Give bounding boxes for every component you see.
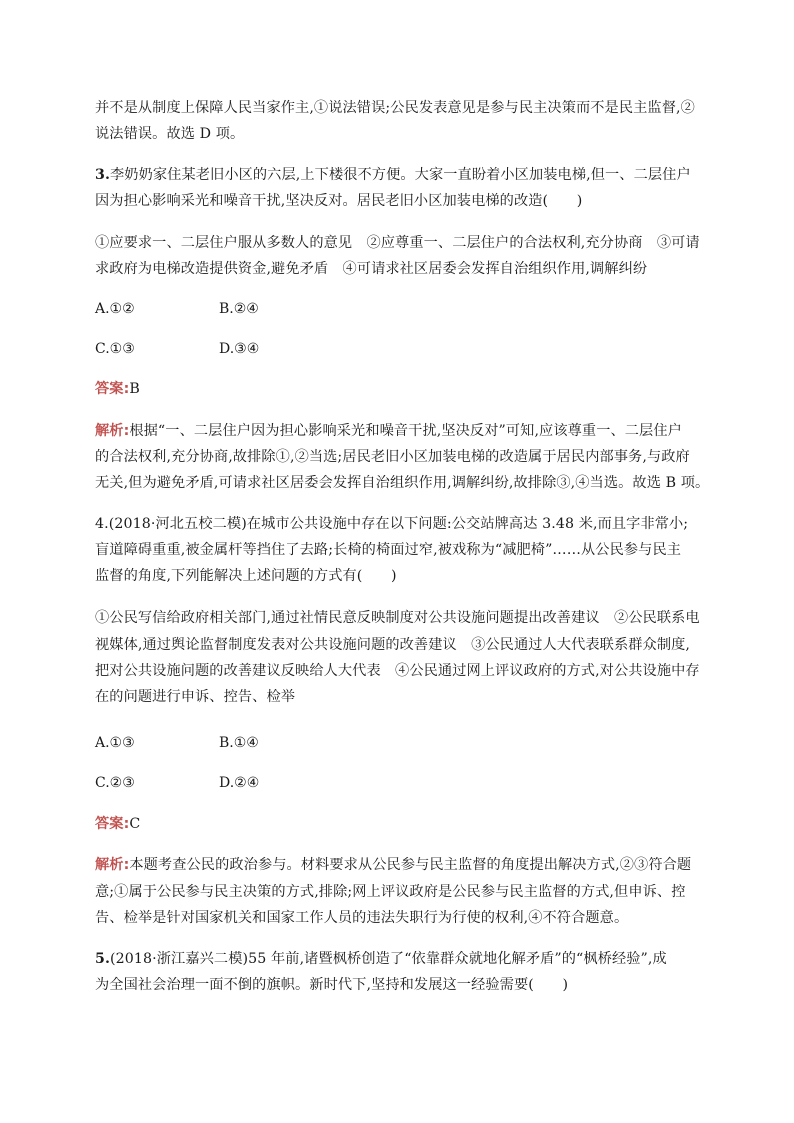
q3-number: 3. — [95, 167, 111, 183]
q5-stem-text-1: (2018·浙江嘉兴二模)55 年前,诸暨枫桥创造了“依靠群众就地化解矛盾”的“枫桥经验”,成 — [110, 951, 667, 967]
q4-answer-label: 答案: — [95, 816, 130, 832]
q4-statements-line-3: 把对公共设施问题的改善建议反映给人大代表 ④公民通过网上评议政府的方式,对公共设施中存 — [95, 663, 700, 679]
q4-statements-line-1: ①公民写信给政府相关部门,通过社情民意反映制度对公共设施问题提出改善建议 ②公民联系电 — [95, 610, 700, 626]
q3-statements-line-2: 求政府为电梯改造提供资金,避免矛盾 ④可请求社区居委会发挥自治组织作用,调解纠纷 — [95, 261, 648, 277]
q4-stem-line-2: 盲道障碍重重,被金属杆等挡住了去路;长椅的椅面过窄,被戏称为“减肥椅”……从公民参与民主 — [95, 542, 682, 558]
q5-stem-line-1 — [95, 946, 705, 972]
q5-number: 5. — [95, 951, 111, 967]
intro-end-line-1: 并不是从制度上保障人民当家作主,①说法错误;公民发表意见是参与民主决策而不是民主监督,② — [95, 100, 695, 116]
q4-answer — [95, 811, 705, 837]
q3-statements-line-1: ①应要求一、二层住户服从多数人的意见 ②应尊重一、二层住户的合法权利,充分协商 ③可请 — [95, 235, 700, 251]
q4-analysis-label: 解析: — [95, 857, 130, 873]
q4-statements-line-4: 在的问题进行申诉、控告、检举 — [95, 689, 296, 705]
intro-end-line-2: 说法错误。故选 D 项。 — [95, 126, 245, 142]
q3-answer-label: 答案: — [95, 381, 130, 397]
q4-analysis-line-2: 意;①属于公民参与民主决策的方式,排除;网上评议政府是公民参与民主监督的方式,但申诉、控 — [95, 884, 686, 900]
q3-option-b: B.②④ — [219, 301, 259, 317]
q4-analysis-line-1 — [95, 852, 705, 878]
q4-analysis-line-3: 告、检举是针对国家机关和国家工作人员的违法失职行为行使的权利,④不符合题意。 — [95, 910, 629, 926]
q3-stem-line-1 — [95, 162, 705, 188]
q3-analysis-text-1: 根据“一、二层住户因为担心影响采光和噪音干扰,坚决反对”可知,应该尊重一、二层住户 — [129, 423, 682, 439]
q3-option-c: C.①③ — [95, 341, 135, 357]
q3-analysis-line-2: 的合法权利,充分协商,故排除①,②当选;居民老旧小区加装电梯的改造属于居民内部事务,与政府 — [95, 449, 690, 465]
q4-stem-line-3: 监督的角度,下列能解决上述问题的方式有( ) — [95, 568, 397, 584]
q3-answer — [95, 376, 705, 402]
q4-option-c: C.②③ — [95, 775, 135, 791]
q4-option-d: D.②④ — [219, 775, 260, 791]
q3-analysis-line-3: 无关,但为避免矛盾,可请求社区居委会发挥自治组织作用,调解纠纷,故排除③,④当选。故选 B 项。 — [95, 475, 710, 491]
q5-stem-line-2: 为全国社会治理一面不倒的旗帜。新时代下,坚持和发展这一经验需要( ) — [95, 977, 569, 993]
q4-answer-value: C — [129, 816, 141, 832]
q4-option-b: B.①④ — [219, 735, 259, 751]
q3-stem-line-2: 因为担心影响采光和噪音干扰,坚决反对。居民老旧小区加装电梯的改造( ) — [95, 193, 583, 209]
q3-answer-value: B — [129, 381, 140, 397]
q3-analysis-line-1 — [95, 418, 705, 444]
q4-statements-line-2: 视媒体,通过舆论监督制度发表对公共设施问题的改善建议 ③公民通过人大代表联系群众制度, — [95, 637, 691, 653]
q4-analysis-text-1: 本题考查公民的政治参与。材料要求从公民参与民主监督的角度提出解决方式,②③符合题 — [129, 857, 692, 873]
q4-stem-line-1: 4.(2018·河北五校二模)在城市公共设施中存在以下问题:公交站牌高达 3.48 米,而且字非常小; — [95, 516, 689, 532]
q4-option-a: A.①③ — [95, 735, 135, 751]
q3-stem-text-1: 李奶奶家住某老旧小区的六层,上下楼很不方便。大家一直盼着小区加装电梯,但一、二层住户 — [110, 167, 691, 183]
q3-option-a: A.①② — [95, 301, 135, 317]
q3-option-d: D.③④ — [219, 341, 260, 357]
q3-analysis-label: 解析: — [95, 423, 130, 439]
